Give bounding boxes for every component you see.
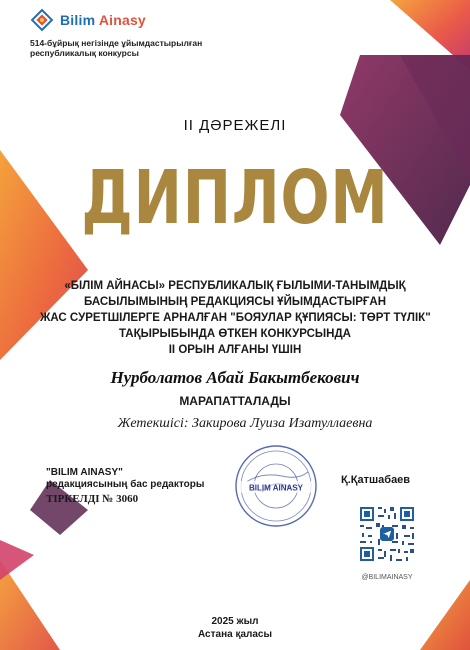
- body-line: ЖАС СУРЕТШІЛЕРГЕ АРНАЛҒАН "БОЯУЛАР ҚҰПИЯСЫ: ТӨРТ ТҮЛІК": [40, 312, 431, 324]
- brand-word-2: Ainasy: [98, 12, 146, 28]
- issue-city: Астана қаласы: [197, 629, 273, 640]
- editor-title: "BILIM AINASY" редакциясының бас редакторы: [46, 467, 205, 490]
- diploma-title: ДИПЛОМ: [81, 155, 389, 241]
- diploma-body: [40, 278, 430, 358]
- brand-mark-icon: [30, 8, 54, 32]
- body-line: ІІ ОРЫН АЛҒАНЫ ҮШІН: [168, 344, 302, 356]
- official-stamp-seal: [232, 442, 320, 530]
- supervisor-line: Жетекшісі: Закирова Луиза Изатуллаевна: [117, 416, 373, 431]
- body-line: БАСЫЛЫМЫНЫҢ РЕДАКЦИЯСЫ ҰЙЫМДАСТЫРҒАН: [84, 296, 386, 308]
- body-line: «БІЛІМ АЙНАСЫ» РЕСПУБЛИКАЛЫҚ ҒЫЛЫМИ-ТАНЫМДЫҚ: [64, 280, 406, 292]
- signer-name: Қ.Қатшабаев: [341, 474, 411, 486]
- recipient-name: Нурболатов Абай Бакытбекович: [110, 368, 360, 387]
- stamp-text: BILIM AINASY: [249, 483, 303, 493]
- awarded-label: МАРАПАТТАЛАДЫ: [179, 394, 291, 408]
- qr-code: [358, 505, 416, 563]
- issue-year: 2025 жыл: [211, 616, 259, 627]
- brand-wordmark: [60, 12, 146, 28]
- brand-word-1: Bilim: [60, 12, 96, 28]
- contest-note: 514-бұйрық негізінде ұйымдастырылған республикалық конкурсы: [30, 38, 203, 58]
- degree-label: ІІ ДӘРЕЖЕЛІ: [183, 117, 287, 134]
- qr-handle: @BILIMAINASY: [361, 574, 413, 581]
- brand-logo: [30, 8, 146, 32]
- registration-number: ТІРКЕЛДІ № 3060: [46, 493, 139, 505]
- body-line: ТАҚЫРЫБЫНДА ӨТКЕН КОНКУРСЫНДА: [119, 328, 351, 340]
